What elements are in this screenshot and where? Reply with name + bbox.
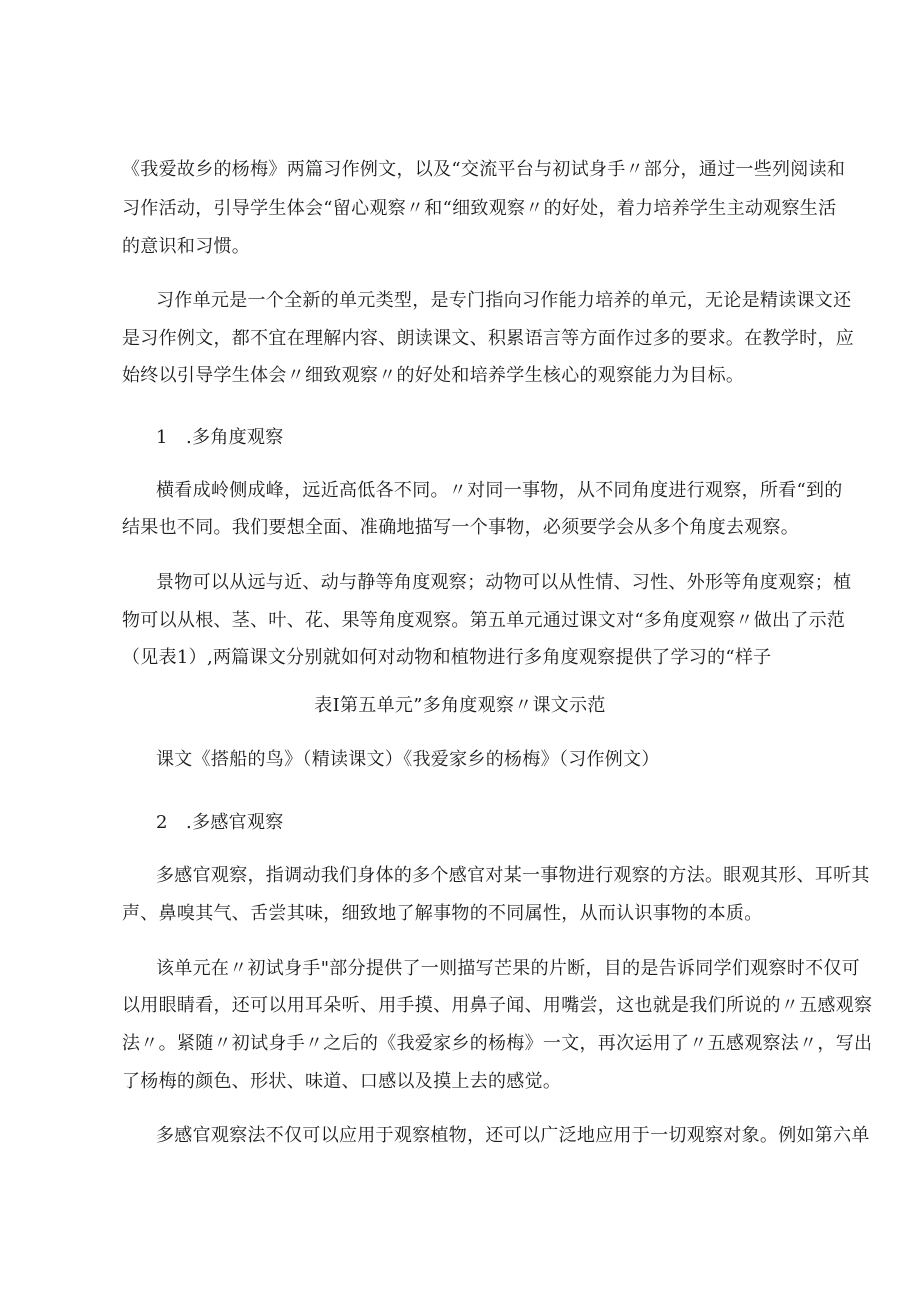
text-line: 始终以引导学生体会〃细致观察〃的好处和培养学生核心的观察能力为目标。 xyxy=(122,365,745,386)
text-line: 横看成岭侧成峰，远近高低各不同。〃对同一事物，从不同角度进行观察，所看“到的 xyxy=(156,480,843,501)
text-line: 《我爱故乡的杨梅》两篇习作例文，以及“交流平台与初试身手〃部分，通过一些列阅读和 xyxy=(122,159,846,180)
text-line: 以用眼睛看，还可以用耳朵听、用手摸、用鼻子闻、用嘴尝，这也就是我们所说的〃五感观察 xyxy=(122,995,873,1016)
text-line: 多感官观察法不仅可以应用于观察植物，还可以广泛地应用于一切观察对象。例如第六单 xyxy=(156,1125,870,1146)
text-line: 该单元在〃初试身手"部分提供了一则描写芒果的片断，目的是告诉同学们观察时不仅可 xyxy=(156,958,860,979)
text-line: 景物可以从远与近、动与静等角度观察；动物可以从性情、习性、外形等角度观察；植 xyxy=(156,572,852,593)
table-row: 课文《搭船的鸟》（精读课文）《我爱家乡的杨梅》（习作例文） xyxy=(156,749,660,770)
text-line: 的意识和习惯。 xyxy=(122,236,251,257)
section-heading: 2 .多感官观察 xyxy=(156,812,284,833)
text-line: 多感官观察，指调动我们身体的多个感官对某一事物进行观察的方法。眼观其形、耳听其 xyxy=(156,865,870,886)
section-heading: 1 .多角度观察 xyxy=(156,427,284,448)
text-line: 了杨梅的颜色、形状、味道、口感以及摸上去的感觉。 xyxy=(122,1071,562,1092)
text-line: 习作活动，引导学生体会“留心观察〃和“细致观察〃的好处，着力培养学生主动观察生活 xyxy=(122,198,837,219)
text-line: 是习作例文，都不宜在理解内容、朗读课文、积累语言等方面作过多的要求。在教学时，应 xyxy=(122,328,854,349)
text-line: 法〃。紧随〃初试身手〃之后的《我爱家乡的杨梅》一文，再次运用了〃五感观察法〃，写出 xyxy=(122,1033,873,1054)
text-line: （见表1）,两篇课文分别就如何对动物和植物进行多角度观察提供了学习的“样子 xyxy=(122,647,772,668)
text-line: 结果也不同。我们要想全面、准确地描写一个事物，必须要学会从多个角度去观察。 xyxy=(122,517,800,538)
text-line: 声、鼻嗅其气、舌尝其味，细致地了解事物的不同属性，从而认识事物的本质。 xyxy=(122,903,763,924)
table-caption: 表I第五单元”多角度观察〃课文示范 xyxy=(314,695,606,716)
text-line: 习作单元是一个全新的单元类型，是专门指向习作能力培养的单元，无论是精读课文还 xyxy=(156,290,852,311)
text-line: 物可以从根、茎、叶、花、果等角度观察。第五单元通过课文对“多角度观察〃做出了示范 xyxy=(122,610,846,631)
